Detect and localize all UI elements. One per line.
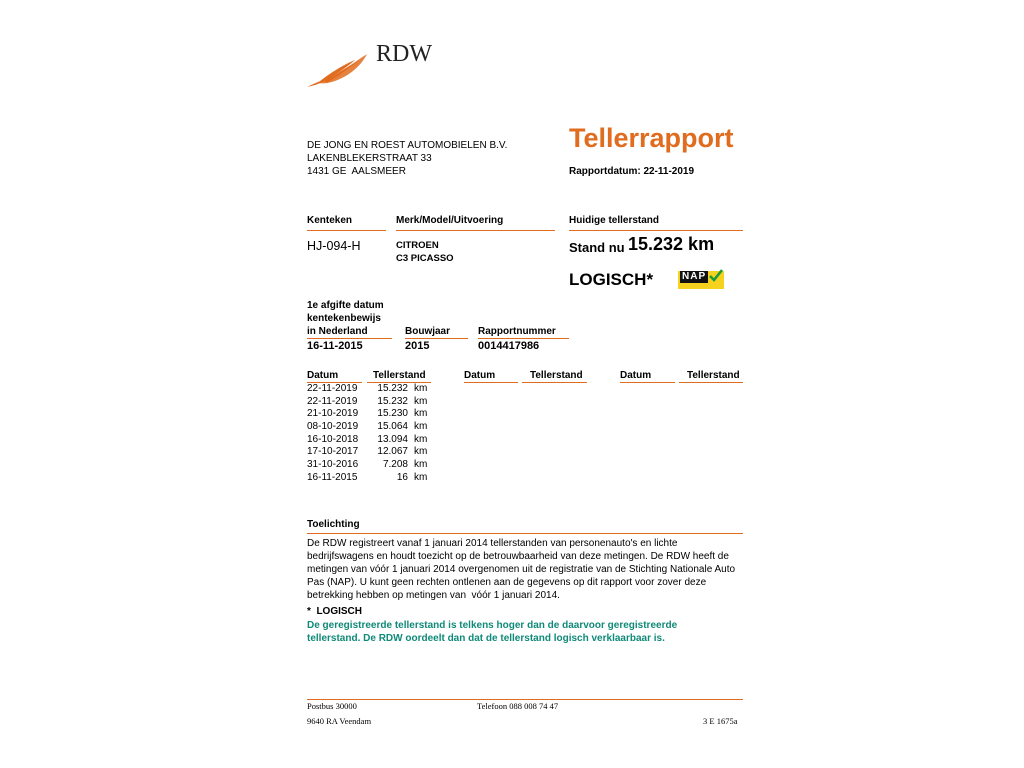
table-row — [307, 421, 437, 434]
row-unit: km — [414, 471, 428, 483]
model-value: C3 PICASSO — [396, 253, 454, 264]
table-header-datum-3: Datum — [620, 370, 652, 381]
company-name: DE JONG EN ROEST AUTOMOBIELEN B.V. — [307, 140, 508, 151]
note-line: De geregistreerde tellerstand is telkens hoger dan de daarvoor geregistreerde — [307, 620, 678, 631]
row-unit: km — [414, 408, 428, 420]
stand-prefix: Stand nu — [569, 240, 625, 255]
row-unit: km — [414, 446, 428, 458]
explanation-line: De RDW registreert vanaf 1 januari 2014 tellerstanden van personenauto's en lichte — [307, 538, 678, 549]
first-issue-date: 16-11-2015 — [307, 340, 363, 352]
brand-name: RDW — [376, 41, 432, 67]
first-issue-label-1: 1e afgifte datum — [307, 300, 384, 311]
explanation-line: Pas (NAP). U kunt geen rechten ontlenen aan de gegevens op dit rapport voor zover deze — [307, 577, 707, 588]
nap-badge — [678, 271, 724, 289]
stand-label: Huidige tellerstand — [569, 215, 660, 226]
table-row — [307, 396, 437, 409]
bouwjaar-rule — [405, 338, 468, 339]
explanation-title: Toelichting — [307, 519, 360, 530]
row-datum: 16-10-2018 — [307, 433, 359, 445]
note-line: tellerstand. De RDW oordeelt dan dat de tellerstand logisch verklaarbaar is. — [307, 633, 665, 644]
table-row — [307, 446, 437, 459]
row-stand: 15.230 — [377, 408, 408, 420]
kenteken-value: HJ-094-H — [307, 239, 361, 253]
explanation-line: betrekking hebben op metingen van vóór 1 januari 2014. — [307, 590, 560, 601]
row-unit: km — [414, 433, 428, 445]
merk-rule — [396, 230, 555, 231]
row-datum: 17-10-2017 — [307, 446, 359, 458]
row-unit: km — [414, 395, 428, 407]
row-stand: 15.232 — [377, 383, 408, 394]
explanation-line: metingen van vóór 1 januari 2014 overgenomen uit de registratie van de Stichting Nationale Auto — [307, 564, 736, 575]
row-stand: 15.064 — [377, 421, 408, 433]
row-unit: km — [414, 459, 428, 471]
table-row — [307, 459, 437, 472]
note-title: * LOGISCH — [307, 606, 363, 617]
first-issue-label-3: in Nederland — [307, 326, 368, 337]
rapport-label: Rapportnummer — [478, 326, 556, 337]
row-stand: 16 — [396, 471, 408, 483]
bouwjaar-value: 2015 — [405, 340, 430, 352]
bouwjaar-label: Bouwjaar — [405, 326, 451, 337]
row-datum: 22-11-2019 — [307, 383, 358, 394]
explanation-body — [307, 537, 747, 602]
footer-postbus: Postbus 30000 — [307, 701, 357, 711]
row-datum: 21-10-2019 — [307, 408, 359, 420]
nap-badge-label: NAP — [682, 271, 707, 282]
stand-rule — [569, 230, 743, 231]
stand-value: 15.232 km — [628, 234, 715, 254]
first-issue-rule — [307, 338, 392, 339]
explanation-line: bedrijfswagens en houdt toezicht op de betrouwbaarheid van deze metingen. De RDW heeft de — [307, 551, 729, 562]
rapportnummer-value: 0014417986 — [478, 340, 540, 352]
verdict-label: LOGISCH* — [569, 270, 654, 289]
report-date: Rapportdatum: 22-11-2019 — [569, 166, 695, 177]
note-body — [307, 619, 747, 645]
table-header-datum-2: Datum — [464, 370, 496, 381]
check-icon — [708, 268, 724, 284]
rdw-logo-icon — [305, 52, 370, 90]
table-row — [307, 434, 437, 447]
row-stand: 13.094 — [377, 433, 408, 445]
table-row — [307, 408, 437, 421]
table-header-tellerstand-2: Tellerstand — [530, 370, 583, 381]
row-datum: 22-11-2019 — [307, 395, 358, 407]
company-city: 1431 GE AALSMEER — [307, 166, 406, 177]
kenteken-label: Kenteken — [307, 215, 353, 226]
footer-code: 3 E 1675a — [703, 716, 738, 726]
row-datum: 16-11-2015 — [307, 471, 358, 483]
rapport-rule — [478, 338, 569, 339]
company-street: LAKENBLEKERSTRAAT 33 — [307, 153, 432, 164]
row-datum: 31-10-2016 — [307, 459, 359, 471]
table-row — [307, 472, 437, 485]
footer-rule — [307, 699, 743, 700]
row-stand: 15.232 — [377, 395, 408, 407]
table-header-tellerstand-3-rule — [679, 382, 743, 383]
table-header-datum: Datum — [307, 370, 339, 381]
merk-value: CITROEN — [396, 240, 439, 251]
first-issue-label-2: kentekenbewijs — [307, 313, 381, 324]
table-header-datum-2-rule — [464, 382, 518, 383]
table-row — [307, 383, 437, 396]
row-unit: km — [414, 383, 428, 394]
table-header-datum-3-rule — [620, 382, 675, 383]
explanation-rule — [307, 533, 743, 534]
table-header-tellerstand-3: Tellerstand — [687, 370, 740, 381]
row-stand: 7.208 — [382, 459, 408, 471]
table-header-tellerstand: Tellerstand — [373, 370, 426, 381]
kenteken-rule — [307, 230, 386, 231]
table-header-tellerstand-2-rule — [522, 382, 587, 383]
row-datum: 08-10-2019 — [307, 421, 359, 433]
footer-phone: Telefoon 088 008 74 47 — [477, 701, 559, 711]
footer-city: 9640 RA Veendam — [307, 716, 372, 726]
row-stand: 12.067 — [377, 446, 408, 458]
report-title: Tellerrapport — [569, 123, 734, 153]
row-unit: km — [414, 421, 428, 433]
merk-label: Merk/Model/Uitvoering — [396, 215, 504, 226]
readings-rows — [307, 383, 437, 485]
